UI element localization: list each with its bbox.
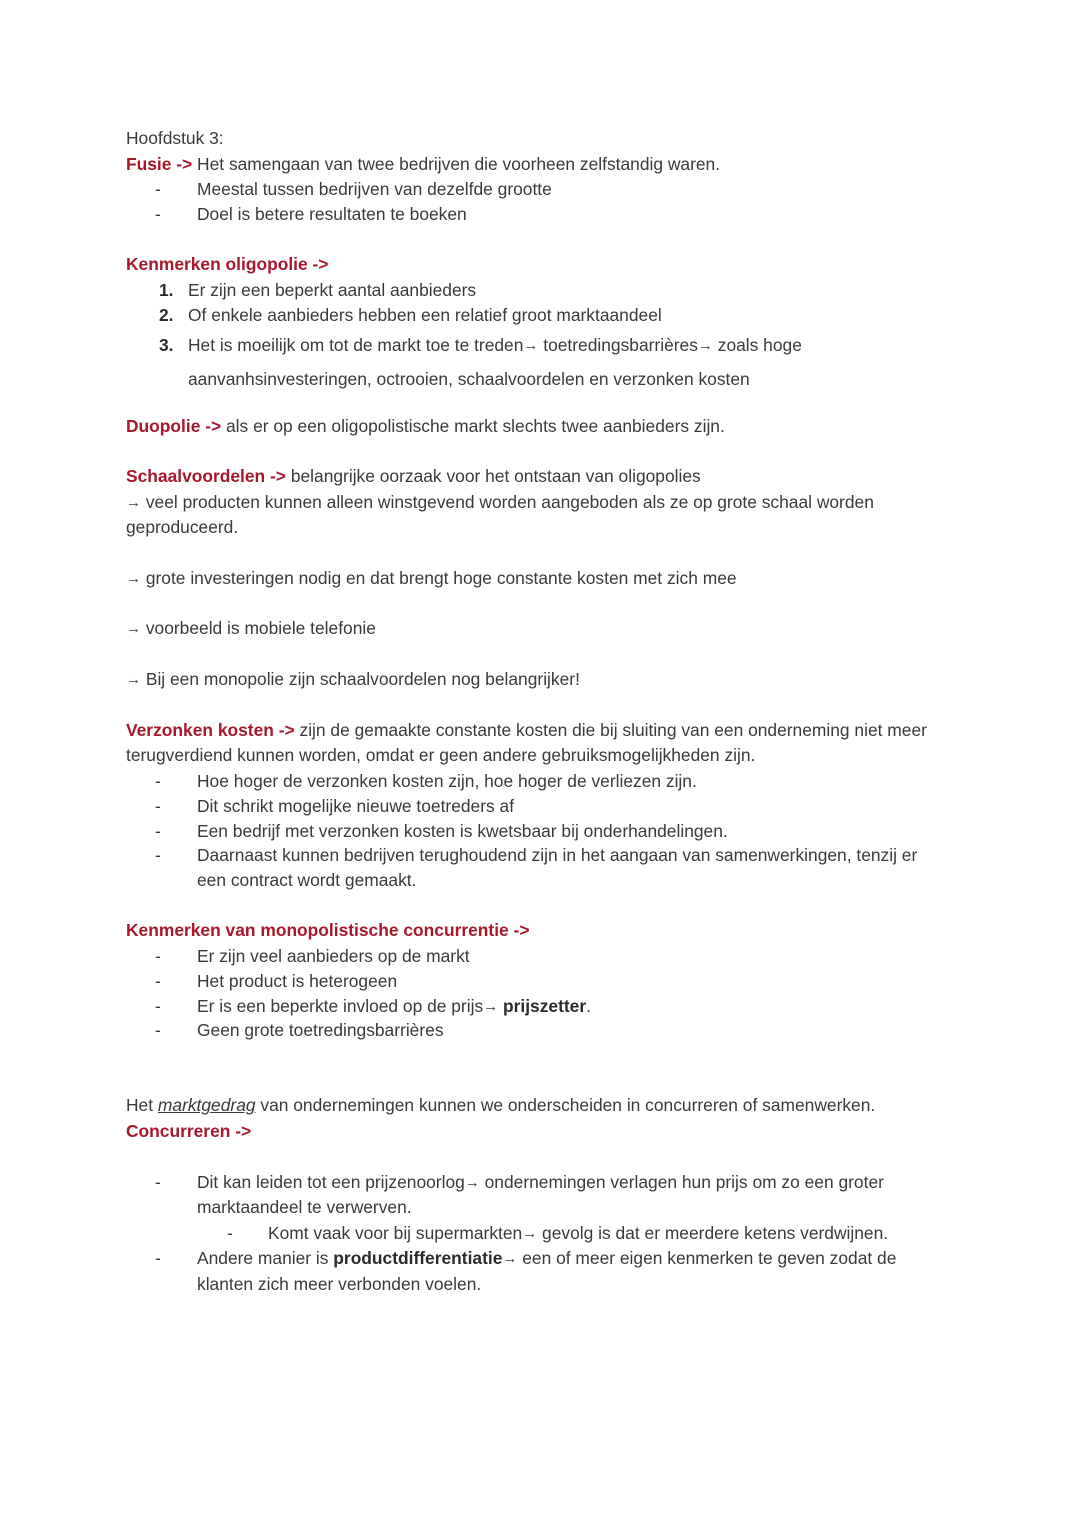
paragraph-marktgedrag: [126, 1093, 946, 1119]
list-item-text-part1: Dit kan leiden tot een prijzenoorlog: [197, 1171, 465, 1192]
list-fusie: [126, 177, 946, 227]
list-item: - Hoe hoger de verzonken kosten zijn, hoe hoger de verliezen zijn.: [126, 769, 946, 794]
arrow-line-3: [126, 616, 946, 642]
list-concurreren-nested: [197, 1221, 946, 1247]
list-item: - Daarnaast kunnen bedrijven terughoudend zijn in het aangaan van samenwerkingen, tenzij er een contract wordt gemaakt.: [126, 843, 946, 893]
list-item: - Doel is betere resultaten te boeken: [126, 202, 946, 227]
arrow-line-text: grote investeringen nodig en dat brengt hoge constante kosten met zich mee: [145, 567, 737, 588]
spacer: [126, 693, 946, 718]
arrow-line-text: Bij een monopolie zijn schaalvoordelen nog belangrijker!: [145, 669, 580, 690]
marktgedrag-lead-before: Het: [126, 1095, 158, 1116]
definition-duopolie: [126, 414, 946, 440]
spacer: [126, 541, 946, 566]
definition-schaalvoordelen: [126, 464, 946, 490]
list-item-text-part1: Andere manier is: [197, 1248, 334, 1269]
term-verzonken-kosten: Verzonken kosten ->: [126, 719, 295, 740]
definition-schaalvoordelen-text: belangrijke oorzaak voor het ontstaan van oligopolies: [290, 466, 701, 487]
document-body: [126, 126, 946, 1297]
list-item: Er zijn een beperkt aantal aanbieders: [188, 279, 477, 300]
list-item: [197, 1221, 946, 1247]
arrow-icon: →: [126, 493, 141, 511]
list-verzonken-kosten: [126, 769, 946, 893]
spacer: [126, 397, 946, 414]
heading-kenmerken-oligopolie: Kenmerken oligopolie ->: [126, 253, 329, 274]
spacer: [126, 439, 946, 464]
list-item: - Het product is heterogeen: [126, 969, 946, 994]
list-item-emphasis: prijszetter: [503, 995, 587, 1016]
arrow-line-text: veel producten kunnen alleen winstgevend worden aangeboden als ze op grote schaal worden geproduceerd.: [126, 491, 874, 538]
definition-duopolie-text: als er op een oligopolistische markt slechts twee aanbieders zijn.: [226, 415, 725, 436]
arrow-line-text: voorbeeld is mobiele telefonie: [145, 618, 376, 639]
list-item: - Dit schrikt mogelijke nieuwe toetreders af: [126, 794, 946, 819]
arrow-line-4: [126, 667, 946, 693]
list-item-text-part2: ondernemingen verlagen hun prijs om zo een groter marktaandeel te verwerven.: [197, 1171, 884, 1218]
list-concurreren: [126, 1170, 946, 1298]
list-item-text-part3: .: [586, 995, 591, 1016]
list-item: Of enkele aanbieders hebben een relatief groot marktaandeel: [188, 305, 662, 326]
arrow-icon: →: [126, 620, 141, 638]
nested-item-text-part2: gevolg is dat er meerdere ketens verdwijnen.: [542, 1222, 889, 1243]
spacer: [126, 1043, 946, 1076]
arrow-icon: →: [126, 671, 141, 689]
list-item-text-part2: toetredingsbarrières: [543, 334, 698, 355]
list-monopolistische-concurrentie: [126, 944, 946, 1044]
spacer: [126, 893, 946, 918]
list-item: - Geen grote toetredingsbarrières: [126, 1018, 946, 1043]
arrow-line-1: [126, 490, 946, 541]
term-fusie: Fusie ->: [126, 153, 193, 174]
list-item-emphasis: productdifferentiatie: [333, 1248, 503, 1269]
term-duopolie: Duopolie ->: [126, 415, 222, 436]
spacer: [126, 227, 946, 252]
list-item: [126, 1246, 946, 1297]
spacer: [126, 1076, 946, 1093]
definition-fusie-text: Het samengaan van twee bedrijven die voorheen zelfstandig waren.: [197, 153, 721, 174]
marktgedrag-emphasis: marktgedrag: [157, 1095, 256, 1116]
spacer: [126, 591, 946, 616]
marktgedrag-lead-after: van ondernemingen kunnen we onderscheiden in concurreren of samenwerken.: [255, 1095, 876, 1116]
arrow-icon: →: [697, 336, 713, 354]
list-item: - Een bedrijf met verzonken kosten is kwetsbaar bij onderhandelingen.: [126, 819, 946, 844]
spacer: [126, 642, 946, 667]
arrow-icon: →: [523, 336, 539, 354]
heading-monopolistische-concurrentie: Kenmerken van monopolistische concurrentie ->: [126, 920, 530, 941]
heading-concurreren: Concurreren ->: [126, 1120, 252, 1141]
list-item-text-part3: een of meer eigen kenmerken te geven zodat de klanten zich meer verbonden voelen.: [197, 1248, 897, 1294]
list-item-text-part1: Er is een beperkte invloed op de prijs: [197, 995, 484, 1016]
arrow-icon: →: [483, 997, 499, 1015]
list-item: [126, 329, 946, 397]
arrow-icon: →: [126, 569, 141, 587]
definition-verzonken-kosten: [126, 718, 946, 769]
list-item: [126, 994, 946, 1019]
list-item: [126, 1170, 946, 1247]
term-schaalvoordelen: Schaalvoordelen ->: [126, 466, 286, 487]
definition-fusie: [126, 152, 946, 178]
spacer: [126, 1145, 946, 1170]
list-item: - Meestal tussen bedrijven van dezelfde grootte: [126, 177, 946, 202]
arrow-line-2: [126, 566, 946, 592]
arrow-icon: →: [464, 1173, 480, 1191]
page-title: Hoofdstuk 3:: [126, 128, 224, 148]
list-item-text-part1: Het is moeilijk om tot de markt toe te treden: [188, 334, 524, 355]
arrow-icon: →: [522, 1224, 538, 1242]
list-item-text-part3: zoals hoge aanvanhsinvesteringen, octrooien, schaalvoordelen en verzonken kosten: [188, 334, 802, 389]
nested-item-text-part1: Komt vaak voor bij supermarkten: [268, 1222, 523, 1243]
definition-verzonken-kosten-text: zijn de gemaakte constante kosten die bij sluiting van een onderneming niet meer terugverdiend kunnen worden, omdat er geen andere gebruiksmogelijkheden zijn.: [126, 719, 927, 766]
list-kenmerken-oligopolie: [126, 278, 946, 397]
arrow-icon: →: [502, 1250, 518, 1268]
list-item: - Er zijn veel aanbieders op de markt: [126, 944, 946, 969]
